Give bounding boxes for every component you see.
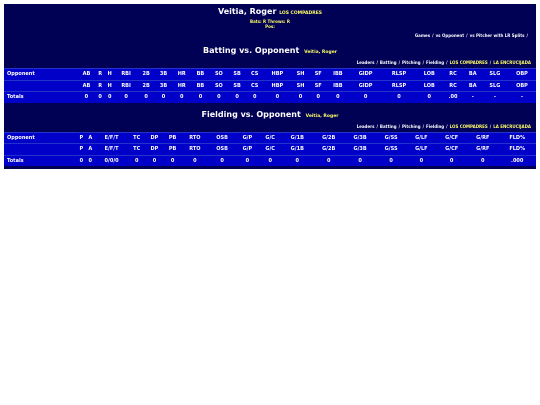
subnav-fielding-link[interactable]: Fielding: [426, 60, 445, 65]
column-header: LOB: [416, 69, 442, 81]
column-header: 3B: [155, 80, 172, 92]
row-label: Totals: [4, 92, 77, 103]
total-cell: 0: [155, 92, 172, 103]
total-cell: 0: [210, 92, 229, 103]
batting-header-row-repeat: [4, 80, 536, 92]
total-cell: 0: [467, 155, 498, 166]
column-header: BA: [464, 80, 482, 92]
column-header: GIDP: [349, 80, 382, 92]
column-header: A: [86, 144, 95, 156]
fielding-section: [4, 110, 536, 167]
column-header: HR: [172, 80, 191, 92]
position: Pos:: [265, 24, 275, 29]
column-header: SLG: [482, 80, 508, 92]
column-header: SF: [310, 80, 327, 92]
total-cell: 0: [416, 92, 442, 103]
subnav-team-link[interactable]: LOS COMPADRES: [449, 123, 488, 129]
column-header: G/SS: [376, 144, 407, 156]
column-header: SO: [210, 69, 229, 81]
fielding-subnav: Leaders / Batting / Pitching / Fielding / LOS COMPADRES / LA ENCRUCIJADA: [356, 123, 531, 129]
column-header: BB: [191, 69, 209, 81]
subnav-leaders-link[interactable]: Leaders: [356, 123, 375, 129]
column-header: GIDP: [349, 69, 382, 81]
column-header: G/CF: [436, 132, 467, 144]
total-cell: .000: [498, 155, 536, 166]
batting-header-row: [4, 69, 536, 81]
total-cell: 0: [145, 155, 164, 166]
column-header: 2B: [137, 69, 154, 81]
subnav-pitching-link[interactable]: Pitching: [402, 60, 421, 65]
column-header: PB: [164, 132, 182, 144]
fielding-player: Veitia, Roger: [305, 113, 339, 119]
subnav-leaders-link[interactable]: Leaders: [356, 60, 375, 65]
total-cell: 0: [349, 92, 382, 103]
total-cell: 0: [164, 155, 182, 166]
column-header: CS: [246, 69, 264, 81]
column-header: OSB: [208, 144, 236, 156]
batting-totals-row: [4, 92, 536, 103]
total-cell: 0: [115, 92, 138, 103]
column-header: G/SS: [376, 132, 407, 144]
nav-vs-opponent-link[interactable]: vs Opponent: [435, 33, 465, 38]
column-header: A: [86, 132, 95, 144]
total-cell: -: [464, 92, 482, 103]
column-header: SH: [291, 69, 310, 81]
total-cell: -: [482, 92, 508, 103]
bats-throws: Bats: R Throws: R: [250, 19, 290, 24]
column-header: CS: [246, 80, 264, 92]
column-header: IBB: [327, 80, 350, 92]
total-cell: 0: [291, 92, 310, 103]
column-header: SO: [210, 80, 229, 92]
column-header: LOB: [416, 80, 442, 92]
total-cell: 0: [327, 92, 350, 103]
total-cell: 0/0/0: [95, 155, 128, 166]
total-cell: 0: [137, 92, 154, 103]
total-cell: 0: [86, 155, 95, 166]
column-header: RC: [442, 80, 463, 92]
column-header: DP: [145, 132, 164, 144]
column-header: PB: [164, 144, 182, 156]
total-cell: 0: [191, 92, 209, 103]
total-cell: 0: [172, 92, 191, 103]
total-cell: 0: [313, 155, 344, 166]
column-header: OBP: [508, 80, 536, 92]
column-header: SB: [228, 69, 246, 81]
column-header: G/P: [236, 132, 259, 144]
column-header: G/C: [259, 132, 282, 144]
column-header: 3B: [155, 69, 172, 81]
batting-title: Batting vs. Opponent Veitia, Roger: [203, 46, 337, 55]
total-cell: 0: [310, 92, 327, 103]
total-cell: 0: [181, 155, 208, 166]
column-header: P: [77, 132, 86, 144]
column-header: HBP: [263, 69, 291, 81]
column-header: RBI: [115, 69, 138, 81]
column-header: G/RF: [467, 132, 498, 144]
total-cell: 0: [263, 92, 291, 103]
total-cell: 0: [382, 92, 416, 103]
total-cell: .00: [442, 92, 463, 103]
column-header: E/F/T: [95, 132, 128, 144]
column-header: FLD%: [498, 132, 536, 144]
column-header: TC: [128, 132, 145, 144]
column-header: OSB: [208, 132, 236, 144]
row-label: [4, 80, 77, 92]
row-label: [4, 144, 77, 156]
column-header: G/P: [236, 144, 259, 156]
column-header: HR: [172, 69, 191, 81]
nav-vs-pitcher-link[interactable]: vs Pitcher with LR Splits: [469, 33, 525, 38]
fielding-header-row-repeat: [4, 144, 536, 156]
column-header: OBP: [508, 69, 536, 81]
subnav-opponent-link[interactable]: LA ENCRUCIJADA: [493, 60, 531, 65]
column-header: AB: [77, 69, 95, 81]
column-header: G/RF: [467, 144, 498, 156]
fielding-totals-row: [4, 155, 536, 166]
total-cell: 0: [344, 155, 375, 166]
column-header: G/3B: [344, 144, 375, 156]
total-cell: 0: [208, 155, 236, 166]
column-header: H: [105, 80, 115, 92]
total-cell: 0: [236, 155, 259, 166]
column-header: BA: [464, 69, 482, 81]
player-name: Veitia, Roger: [217, 7, 277, 16]
column-header: G/2B: [313, 144, 344, 156]
total-cell: 0: [282, 155, 313, 166]
column-header: E/F/T: [95, 144, 128, 156]
fielding-table: [4, 132, 536, 167]
subnav-opponent-link[interactable]: LA ENCRUCIJADA: [493, 123, 531, 129]
total-cell: 0: [105, 92, 115, 103]
total-cell: 0: [77, 92, 95, 103]
row-label: Opponent: [4, 69, 77, 81]
subnav-team-link[interactable]: LOS COMPADRES: [449, 60, 488, 65]
top-nav: Games / vs Opponent / vs Pitcher with LR Splits /: [414, 33, 528, 38]
total-cell: 0: [246, 92, 264, 103]
column-header: FLD%: [498, 144, 536, 156]
player-team: LOS COMPADRES: [279, 11, 323, 16]
total-cell: 0: [96, 92, 105, 103]
nav-games-link[interactable]: Games: [414, 33, 431, 38]
total-cell: 0: [228, 92, 246, 103]
subnav-fielding-link[interactable]: Fielding: [426, 123, 445, 129]
total-cell: 0: [376, 155, 407, 166]
total-cell: 0: [406, 155, 436, 166]
fielding-title: Fielding vs. Opponent Veitia, Roger: [201, 109, 339, 119]
total-cell: 0: [259, 155, 282, 166]
column-header: P: [77, 144, 86, 156]
column-header: IBB: [327, 69, 350, 81]
column-header: RLSP: [382, 69, 416, 81]
column-header: RTO: [181, 144, 208, 156]
column-header: G/LF: [406, 132, 436, 144]
column-header: RTO: [181, 132, 208, 144]
column-header: AB: [77, 80, 95, 92]
player-header: [4, 4, 536, 29]
column-header: G/2B: [313, 132, 344, 144]
column-header: RBI: [115, 80, 138, 92]
column-header: SH: [291, 80, 310, 92]
column-header: SB: [228, 80, 246, 92]
subnav-pitching-link[interactable]: Pitching: [402, 123, 421, 129]
column-header: DP: [145, 144, 164, 156]
row-label: Totals: [4, 155, 77, 166]
column-header: SF: [310, 69, 327, 81]
column-header: G/CF: [436, 144, 467, 156]
column-header: R: [96, 80, 105, 92]
batting-player: Veitia, Roger: [304, 50, 337, 55]
column-header: 2B: [137, 80, 154, 92]
column-header: H: [105, 69, 115, 81]
column-header: G/1B: [282, 132, 313, 144]
total-cell: 0: [77, 155, 86, 166]
subnav-batting-link[interactable]: Batting: [379, 60, 397, 65]
row-label: Opponent: [4, 132, 77, 144]
column-header: G/1B: [282, 144, 313, 156]
total-cell: -: [508, 92, 536, 103]
batting-table: [4, 68, 536, 103]
column-header: SLG: [482, 69, 508, 81]
report-page: [4, 4, 536, 169]
column-header: RLSP: [382, 80, 416, 92]
column-header: G/3B: [344, 132, 375, 144]
subnav-batting-link[interactable]: Batting: [379, 123, 397, 129]
column-header: G/LF: [406, 144, 436, 156]
column-header: R: [96, 69, 105, 81]
fielding-header-row: [4, 132, 536, 144]
column-header: G/C: [259, 144, 282, 156]
batting-section: [4, 46, 536, 103]
column-header: RC: [442, 69, 463, 81]
total-cell: 0: [436, 155, 467, 166]
column-header: HBP: [263, 80, 291, 92]
batting-subnav: Leaders / Batting / Pitching / Fielding / LOS COMPADRES / LA ENCRUCIJADA: [356, 60, 531, 65]
total-cell: 0: [128, 155, 145, 166]
column-header: TC: [128, 144, 145, 156]
column-header: BB: [191, 80, 209, 92]
